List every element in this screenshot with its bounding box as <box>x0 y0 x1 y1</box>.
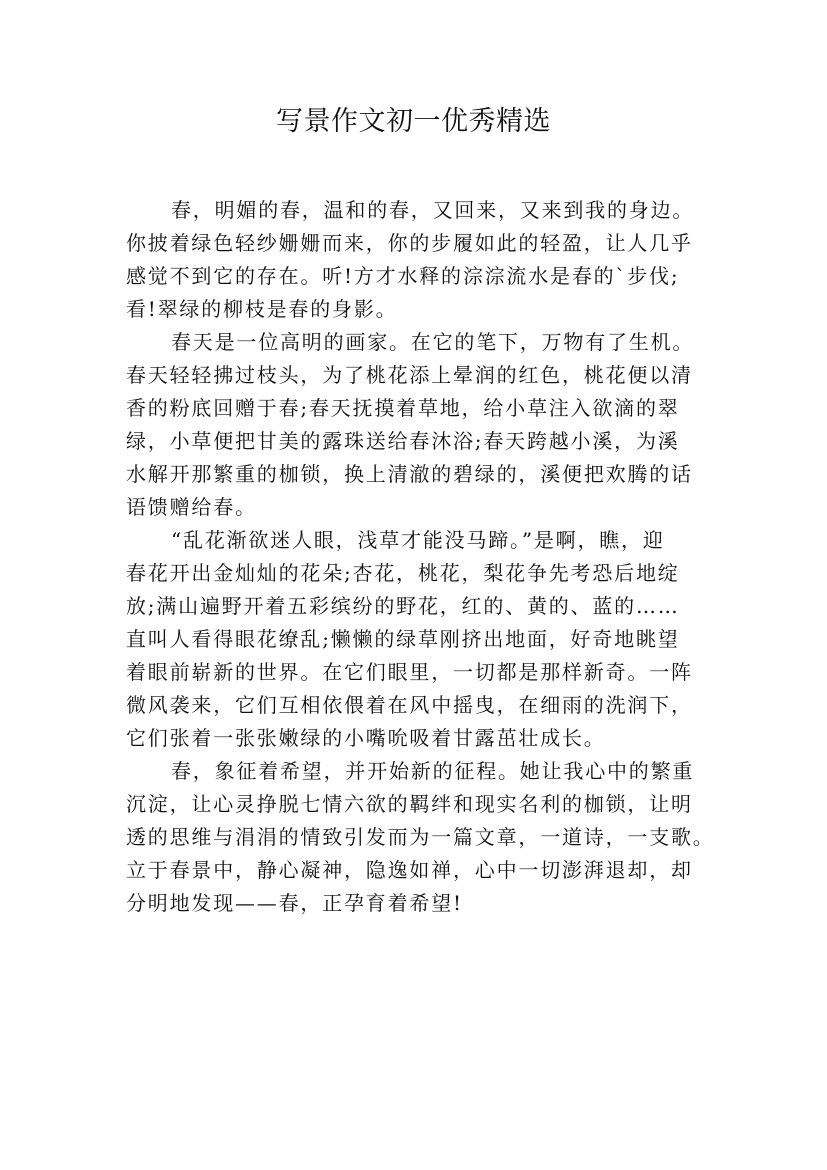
text-line: 语馈赠给春。 <box>126 495 257 519</box>
text-line: 春，明媚的春，温和的春，又回来，又来到我的身边。 <box>171 198 695 222</box>
text-line: 透的思维与涓涓的情致引发而为一篇文章，一道诗，一支歌。 <box>126 825 715 849</box>
paragraph-3 <box>126 524 716 755</box>
text-line: 水解开那繁重的枷锁，换上清澈的碧绿的，溪便把欢腾的话 <box>126 462 693 486</box>
paragraph-4 <box>126 755 716 920</box>
text-line: “乱花渐欲迷人眼，浅草才能没马蹄。”是啊，瞧，迎 <box>171 528 665 552</box>
text-line: 着眼前崭新的世界。在它们眼里，一切都是那样新奇。一阵 <box>126 660 693 684</box>
document-title: 写景作文初一优秀精选 <box>276 106 551 137</box>
text-line: 直叫人看得眼花缭乱;懒懒的绿草刚挤出地面，好奇地眺望 <box>126 627 680 651</box>
text-line: 绿，小草便把甘美的露珠送给春沐浴;春天跨越小溪，为溪 <box>126 429 680 453</box>
text-line: 放;满山遍野开着五彩缤纷的野花，红的、黄的、蓝的…… <box>126 594 680 618</box>
text-line: 春天是一位高明的画家。在它的笔下，万物有了生机。 <box>171 330 695 354</box>
text-line: 立于春景中，静心凝神，隐逸如禅，心中一切澎湃退却，却 <box>126 858 693 882</box>
text-line: 看!翠绿的柳枝是春的身影。 <box>126 297 398 321</box>
text-line: 分明地发现——春，正孕育着希望! <box>126 891 463 915</box>
text-line: 感觉不到它的存在。听!方才水释的淙淙流水是春的`步伐; <box>126 264 680 288</box>
text-line: 沉淀，让心灵挣脱七情六欲的羁绊和现实名利的枷锁，让明 <box>126 792 693 816</box>
document-body <box>126 194 716 920</box>
text-line: 香的粉底回赠于春;春天抚摸着草地，给小草注入欲滴的翠 <box>126 396 680 420</box>
text-line: 微风袭来，它们互相依偎着在风中摇曳，在细雨的洗润下， <box>126 693 693 717</box>
text-line: 春天轻轻拂过枝头，为了桃花添上晕润的红色，桃花便以清 <box>126 363 693 387</box>
paragraph-2 <box>126 326 716 524</box>
text-line: 它们张着一张张嫩绿的小嘴吮吸着甘露茁壮成长。 <box>126 726 606 750</box>
text-line: 春，象征着希望，并开始新的征程。她让我心中的繁重 <box>171 759 695 783</box>
text-line: 你披着绿色轻纱姗姗而来，你的步履如此的轻盈，让人几乎 <box>126 231 693 255</box>
text-line: 春花开出金灿灿的花朵;杏花，桃花，梨花争先考恐后地绽 <box>126 561 680 585</box>
paragraph-1 <box>126 194 716 326</box>
